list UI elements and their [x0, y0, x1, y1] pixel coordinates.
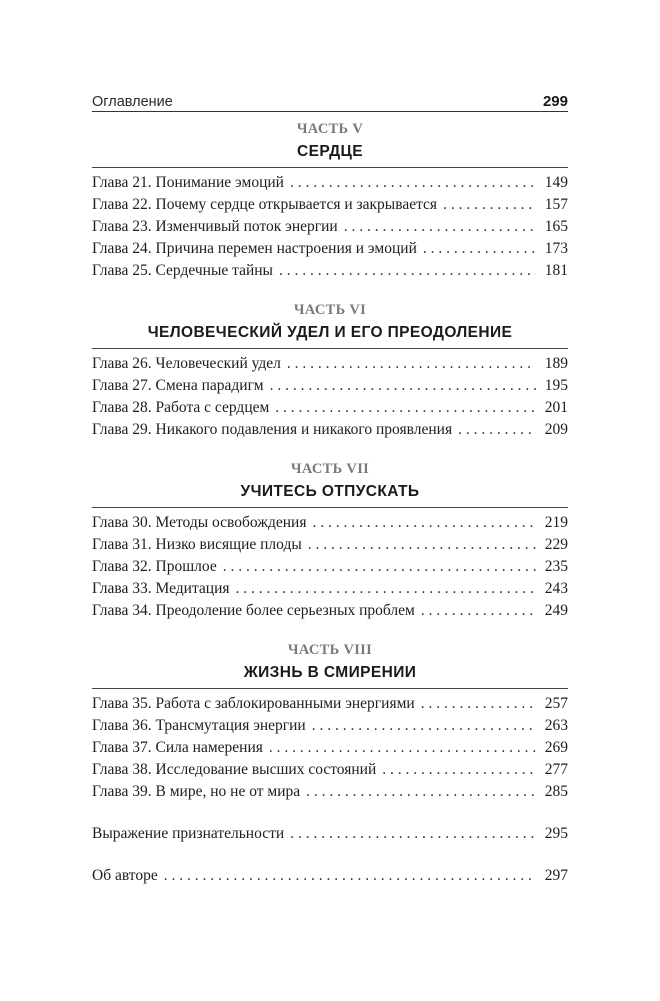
chapter-title: Глава 21. Понимание эмоций — [92, 174, 284, 191]
chapter-title: Глава 35. Работа с заблокированными энергиями — [92, 695, 415, 712]
chapter-title: Глава 39. В мире, но не от мира — [92, 783, 301, 800]
part-title: СЕРДЦЕ — [92, 140, 568, 168]
dot-leader — [306, 781, 536, 803]
header-rule — [92, 111, 568, 112]
dot-leader — [312, 512, 536, 534]
chapter-title: Глава 30. Методы освобождения — [92, 514, 307, 531]
dot-leader — [275, 397, 536, 419]
dot-leader — [287, 353, 536, 375]
entry-title: Выражение признательности — [92, 825, 285, 842]
part-title: ЖИЗНЬ В СМИРЕНИИ — [92, 661, 568, 689]
spacer — [92, 803, 568, 823]
chapter-title: Глава 31. Низко висящие плоды — [92, 536, 302, 553]
dot-leader — [236, 578, 536, 600]
toc-entry[interactable] — [92, 172, 568, 194]
chapter-title: Глава 23. Изменчивый поток энергии — [92, 218, 338, 235]
toc-entry[interactable] — [92, 578, 568, 600]
toc-entry[interactable] — [92, 216, 568, 238]
toc-entry[interactable] — [92, 260, 568, 282]
chapter-page: 229 — [544, 536, 568, 553]
toc-entry-about-author[interactable] — [92, 865, 568, 887]
dot-leader — [290, 823, 536, 845]
part-label: ЧАСТЬ V — [296, 121, 364, 137]
entry-title: Об авторе — [92, 867, 158, 884]
toc-entry[interactable] — [92, 397, 568, 419]
dot-leader — [312, 715, 536, 737]
chapter-page: 209 — [544, 421, 568, 438]
table-of-contents — [92, 118, 568, 887]
chapter-page: 165 — [544, 218, 568, 235]
chapter-page: 173 — [544, 240, 568, 257]
part-5 — [92, 118, 568, 168]
dot-leader — [290, 172, 536, 194]
part-7 — [92, 458, 568, 508]
dot-leader — [458, 419, 536, 441]
toc-entry[interactable] — [92, 693, 568, 715]
toc-entry[interactable] — [92, 238, 568, 260]
chapter-page: 219 — [544, 514, 568, 531]
chapter-page: 149 — [544, 174, 568, 191]
dot-leader — [443, 194, 536, 216]
toc-entry[interactable] — [92, 556, 568, 578]
part-label: ЧАСТЬ VII — [290, 461, 370, 477]
spacer — [92, 845, 568, 865]
toc-entry[interactable] — [92, 534, 568, 556]
spacer — [92, 622, 568, 639]
chapter-page: 263 — [544, 717, 568, 734]
dot-leader — [279, 260, 536, 282]
chapter-title: Глава 26. Человеческий удел — [92, 355, 281, 372]
part-label: ЧАСТЬ VIII — [287, 642, 373, 658]
dot-leader — [270, 375, 536, 397]
chapter-title: Глава 29. Никакого подавления и никакого проявления — [92, 421, 453, 438]
spacer — [92, 441, 568, 458]
part-title: ЧЕЛОВЕЧЕСКИЙ УДЕЛ И ЕГО ПРЕОДОЛЕНИЕ — [92, 321, 568, 349]
dot-leader — [421, 693, 536, 715]
toc-entry[interactable] — [92, 375, 568, 397]
chapter-page: 201 — [544, 399, 568, 416]
part-label: ЧАСТЬ VI — [293, 302, 367, 318]
dot-leader — [269, 737, 536, 759]
chapter-title: Глава 32. Прошлое — [92, 558, 217, 575]
chapter-page: 235 — [544, 558, 568, 575]
chapter-page: 157 — [544, 196, 568, 213]
toc-entry[interactable] — [92, 353, 568, 375]
chapter-title: Глава 27. Смена парадигм — [92, 377, 264, 394]
chapter-title: Глава 22. Почему сердце открывается и закрывается — [92, 196, 438, 213]
spacer — [92, 282, 568, 299]
dot-leader — [421, 600, 536, 622]
chapter-page: 195 — [544, 377, 568, 394]
chapter-page: 277 — [544, 761, 568, 778]
toc-entry[interactable] — [92, 737, 568, 759]
dot-leader — [344, 216, 536, 238]
dot-leader — [223, 556, 536, 578]
toc-entry-acknowledgements[interactable] — [92, 823, 568, 845]
entry-page: 297 — [544, 867, 568, 884]
dot-leader — [382, 759, 536, 781]
chapter-page: 285 — [544, 783, 568, 800]
chapter-title: Глава 34. Преодоление более серьезных проблем — [92, 602, 415, 619]
toc-entry[interactable] — [92, 512, 568, 534]
page-number: 299 — [542, 93, 568, 110]
part-6 — [92, 299, 568, 349]
toc-entry[interactable] — [92, 781, 568, 803]
chapter-title: Глава 36. Трансмутация энергии — [92, 717, 306, 734]
chapter-page: 257 — [544, 695, 568, 712]
chapter-page: 189 — [544, 355, 568, 372]
part-8 — [92, 639, 568, 689]
chapter-title: Глава 24. Причина перемен настроения и эмоций — [92, 240, 417, 257]
running-header — [92, 88, 568, 110]
chapter-page: 249 — [544, 602, 568, 619]
entry-page: 295 — [544, 825, 568, 842]
toc-entry[interactable] — [92, 194, 568, 216]
chapter-page: 243 — [544, 580, 568, 597]
toc-entry[interactable] — [92, 419, 568, 441]
toc-entry[interactable] — [92, 715, 568, 737]
chapter-page: 269 — [544, 739, 568, 756]
dot-leader — [164, 865, 536, 887]
chapter-title: Глава 28. Работа с сердцем — [92, 399, 270, 416]
chapter-title: Глава 38. Исследование высших состояний — [92, 761, 377, 778]
dot-leader — [308, 534, 536, 556]
chapter-title: Глава 33. Медитация — [92, 580, 230, 597]
toc-entry[interactable] — [92, 600, 568, 622]
running-title: Оглавление — [92, 94, 173, 110]
dot-leader — [423, 238, 536, 260]
chapter-page: 181 — [544, 262, 568, 279]
part-title: УЧИТЕСЬ ОТПУСКАТЬ — [92, 480, 568, 508]
chapter-title: Глава 37. Сила намерения — [92, 739, 263, 756]
chapter-title: Глава 25. Сердечные тайны — [92, 262, 273, 279]
toc-entry[interactable] — [92, 759, 568, 781]
